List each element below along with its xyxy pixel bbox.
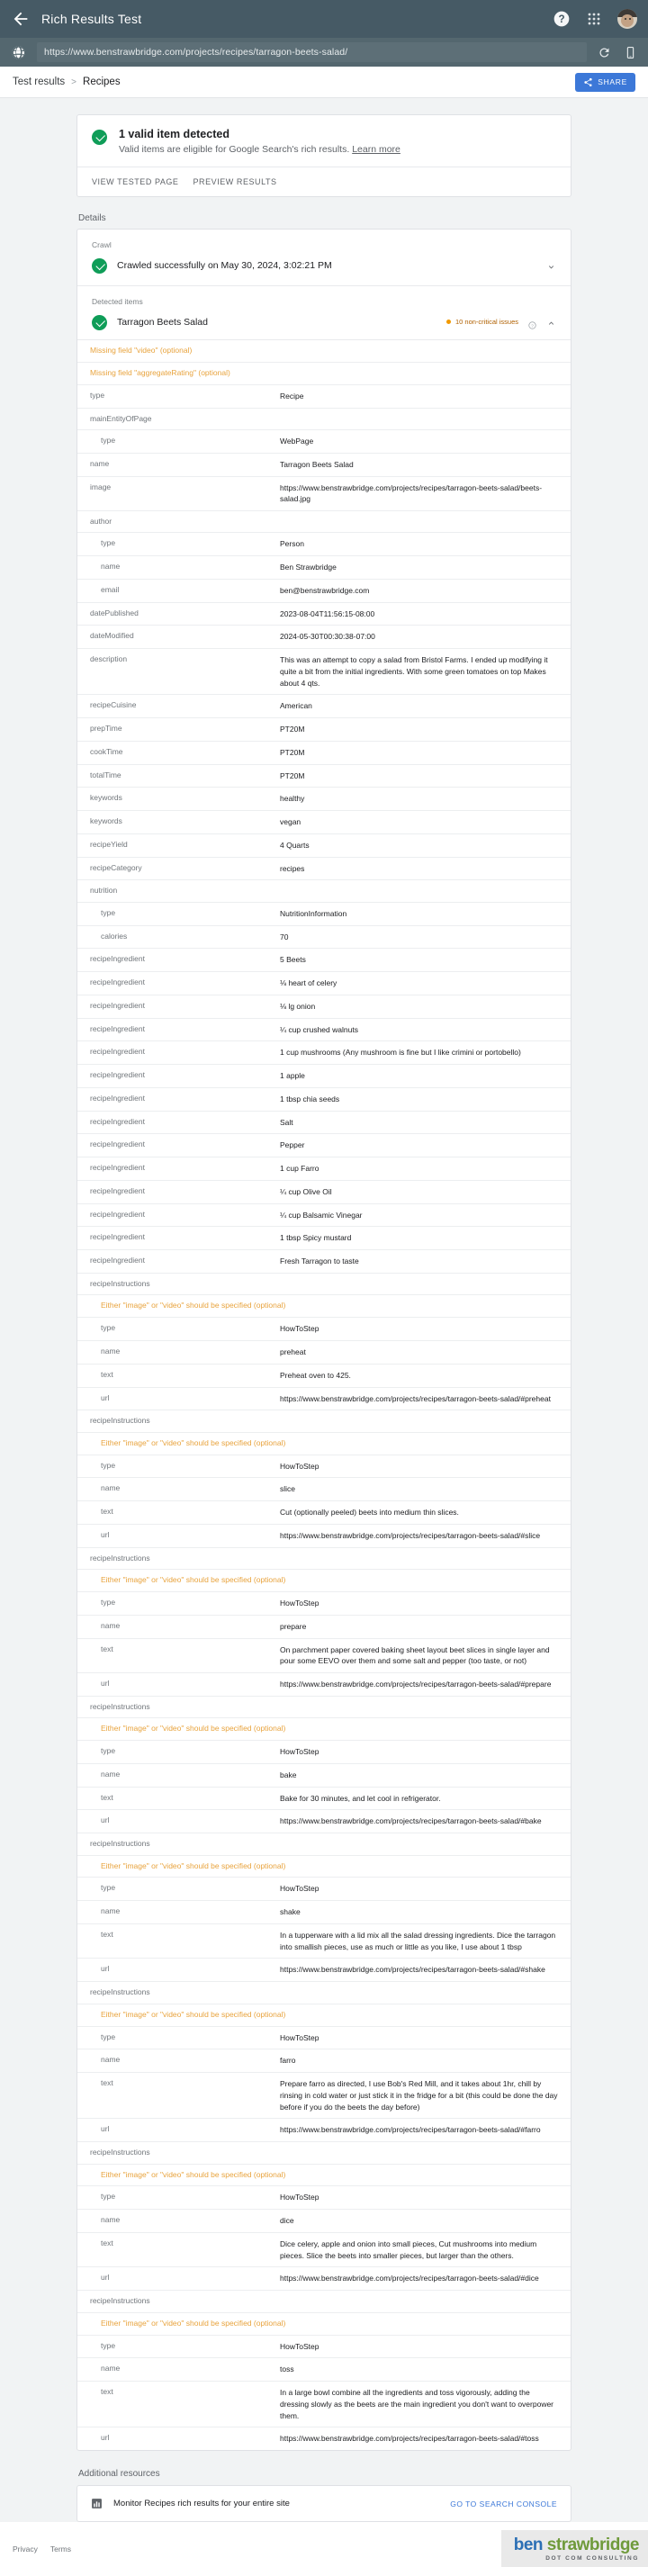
property-value: Pepper [280, 1140, 305, 1150]
table-row [77, 409, 571, 430]
validation-warning-row: Either "image" or "video" should be specified (optional) [77, 1570, 571, 1592]
property-value: Fresh Tarragon to taste [280, 1256, 359, 1266]
property-key: text [101, 1369, 113, 1379]
table-row [77, 2049, 571, 2073]
property-key: name [101, 1620, 121, 1630]
table-row [77, 1157, 571, 1181]
apps-grid-icon[interactable] [585, 10, 603, 28]
table-row [77, 1478, 571, 1501]
property-key: recipeCuisine [90, 700, 137, 710]
table-row [77, 1227, 571, 1250]
property-key: text [101, 1507, 113, 1517]
chevron-up-icon[interactable] [546, 317, 556, 327]
page-title: Rich Results Test [41, 12, 142, 26]
property-key: url [101, 1964, 110, 1974]
property-key: recipeIngredient [90, 1256, 145, 1265]
property-key: nutrition [90, 886, 118, 896]
property-value: Recipe [280, 391, 304, 401]
property-key: keywords [90, 793, 122, 803]
refresh-icon[interactable] [598, 46, 611, 59]
view-tested-page-button[interactable]: VIEW TESTED PAGE [92, 177, 179, 186]
property-key: url [101, 2273, 110, 2283]
property-key: recipeIngredient [90, 1023, 145, 1033]
table-row [77, 1318, 571, 1341]
table-row [77, 949, 571, 972]
table-row [77, 1673, 571, 1697]
property-key: url [101, 1529, 110, 1539]
validation-warning-row: Either "image" or "video" should be specified (optional) [77, 1718, 571, 1741]
property-value: HowToStep [280, 1599, 320, 1608]
table-row [77, 2027, 571, 2050]
property-key: name [101, 2055, 121, 2065]
table-row [77, 834, 571, 858]
property-key: recipeIngredient [90, 1070, 145, 1080]
property-key: text [101, 1929, 113, 1939]
status-badge [446, 318, 518, 326]
table-row [77, 580, 571, 603]
terms-link[interactable]: Terms [50, 2544, 72, 2553]
property-key: url [101, 2124, 110, 2134]
property-key: author [90, 517, 112, 526]
valid-items-summary [77, 115, 571, 167]
table-row [77, 2119, 571, 2142]
property-key: prepTime [90, 724, 122, 734]
property-value: HowToStep [280, 2032, 320, 2042]
validation-warning-row: Either "image" or "video" should be specified (optional) [77, 1295, 571, 1318]
property-key: type [101, 1323, 116, 1333]
table-row [77, 811, 571, 834]
table-row [77, 1365, 571, 1388]
table-row [77, 972, 571, 995]
property-value: HowToStep [280, 2193, 320, 2202]
property-value: 2024-05-30T00:30:38-07:00 [280, 632, 375, 642]
table-row [77, 1741, 571, 1764]
green-check-icon [92, 315, 107, 330]
property-value: 5 Beets [280, 955, 306, 965]
property-key: recipeInstructions [90, 1416, 150, 1426]
table-row [77, 1341, 571, 1365]
property-key: text [101, 2238, 113, 2247]
table-row [77, 1878, 571, 1901]
table-row [77, 1388, 571, 1411]
property-key: url [101, 1815, 110, 1825]
table-row [77, 1901, 571, 1924]
table-row [77, 1788, 571, 1811]
property-key: name [90, 458, 110, 468]
table-row [77, 2267, 571, 2291]
table-row [77, 2233, 571, 2268]
property-value: dice [280, 2216, 294, 2226]
details-label: Details [78, 213, 106, 223]
validation-warning-row: Either "image" or "video" should be specified (optional) [77, 1433, 571, 1455]
question-mark-icon[interactable] [528, 318, 536, 329]
table-row [77, 765, 571, 788]
app-header [0, 0, 648, 38]
table-row [77, 1833, 571, 1855]
property-key: type [101, 2031, 116, 2041]
property-value: HowToStep [280, 1747, 320, 1757]
property-key: type [101, 1883, 116, 1893]
property-value: https://www.benstrawbridge.com/projects/recipes/tarragon-beets-salad/#toss [280, 2434, 539, 2444]
property-value: Cut (optionally peeled) beets into medium thin slices. [280, 1508, 459, 1518]
valid-items-title: 1 valid item detected [119, 128, 230, 140]
property-key: recipeIngredient [90, 1209, 145, 1219]
property-value: PT20M [280, 747, 305, 757]
property-value: toss [280, 2364, 294, 2374]
validation-warning-row: Either "image" or "video" should be specified (optional) [77, 2165, 571, 2187]
breadcrumb-current: Recipes [83, 77, 121, 87]
table-row [77, 1592, 571, 1616]
detected-item-row[interactable] [92, 313, 556, 339]
globe-icon [11, 45, 26, 60]
bar-chart-icon [91, 2498, 103, 2509]
property-key: type [101, 1460, 116, 1470]
user-avatar[interactable] [617, 9, 637, 29]
table-row [77, 2186, 571, 2210]
property-key: recipeInstructions [90, 1839, 150, 1849]
property-value: HowToStep [280, 2341, 320, 2351]
crawl-row[interactable] [92, 257, 556, 274]
detected-items-label: Detected items [92, 297, 143, 306]
validation-warning-row: Either "image" or "video" should be specified (optional) [77, 2004, 571, 2027]
property-key: type [101, 1746, 116, 1756]
property-key: recipeInstructions [90, 1553, 150, 1563]
table-row [77, 2291, 571, 2312]
main-content [0, 98, 648, 2522]
content-wrapper [76, 114, 572, 2522]
property-value: https://www.benstrawbridge.com/projects/recipes/tarragon-beets-salad/#farro [280, 2125, 541, 2135]
breadcrumb-separator: > [71, 77, 77, 87]
property-value: PT20M [280, 770, 305, 780]
table-row [77, 1548, 571, 1570]
table-row [77, 742, 571, 765]
share-icon [583, 77, 593, 87]
mobile-device-icon[interactable] [624, 46, 637, 59]
property-value: 70 [280, 932, 289, 941]
property-value: 1 cup mushrooms (Any mushroom is fine but I like crimini or portobello) [280, 1048, 521, 1058]
property-value: Ben Strawbridge [280, 563, 337, 572]
additional-resources-card [76, 2485, 572, 2522]
property-value: 1 cup Farro [280, 1164, 320, 1174]
table-row [77, 649, 571, 695]
table-row [77, 1274, 571, 1295]
property-key: recipeIngredient [90, 1116, 145, 1126]
property-value: ben@benstrawbridge.com [280, 585, 370, 595]
property-value: https://www.benstrawbridge.com/projects/recipes/tarragon-beets-salad/#shake [280, 1965, 545, 1975]
brand-first: ben [513, 2535, 547, 2554]
property-value: Bake for 30 minutes, and let cool in refrigerator. [280, 1793, 441, 1803]
table-row [77, 1810, 571, 1833]
property-value: bake [280, 1770, 297, 1779]
share-button[interactable] [575, 73, 635, 92]
table-row [77, 1065, 571, 1088]
property-value: Salt [280, 1117, 293, 1127]
brand-name [514, 2536, 639, 2553]
table-row [77, 926, 571, 950]
table-row [77, 2142, 571, 2164]
table-row [77, 1924, 571, 1959]
table-row [77, 1959, 571, 1982]
property-key: text [101, 2078, 113, 2088]
property-value: farro [280, 2056, 296, 2066]
property-key: description [90, 654, 128, 664]
breadcrumb [0, 67, 648, 98]
property-value: HowToStep [280, 1884, 320, 1894]
property-value: ⅛ lg onion [280, 1001, 316, 1011]
property-key: recipeInstructions [90, 2148, 150, 2157]
property-value: healthy [280, 794, 305, 804]
table-row [77, 1181, 571, 1204]
table-row [77, 1501, 571, 1525]
url-input[interactable]: https://www.benstrawbridge.com/projects/recipes/tarragon-beets-salad/ [37, 42, 587, 62]
property-key: name [101, 1769, 121, 1779]
privacy-link[interactable]: Privacy [13, 2544, 38, 2553]
property-key: keywords [90, 816, 122, 826]
table-row [77, 880, 571, 902]
svg-text:?: ? [531, 324, 534, 329]
property-key: recipeYield [90, 839, 128, 849]
table-row [77, 430, 571, 454]
property-key: text [101, 2387, 113, 2397]
table-row [77, 2336, 571, 2359]
svg-text:?: ? [558, 14, 565, 26]
property-key: totalTime [90, 770, 122, 779]
table-row [77, 1410, 571, 1432]
table-row [77, 788, 571, 811]
table-row [77, 2358, 571, 2382]
property-key: recipeIngredient [90, 1047, 145, 1057]
table-row [77, 858, 571, 881]
property-value: 1 tbsp chia seeds [280, 1094, 340, 1103]
table-row [77, 477, 571, 512]
property-value: 2023-08-04T11:56:15-08:00 [280, 608, 375, 618]
property-key: name [101, 2215, 121, 2225]
table-row [77, 1204, 571, 1228]
property-key: recipeInstructions [90, 1278, 150, 1288]
property-value: Prepare farro as directed, I use Bob's Red Mill, and it takes about 1hr, chill by rinsing in cold water or just stick it in the fridge for a bit (this could be done the day before if you do the beets the day before) [280, 2079, 558, 2112]
property-value: shake [280, 1907, 301, 1917]
property-key: name [101, 2364, 121, 2373]
property-value: Preheat oven to 425. [280, 1370, 351, 1380]
detected-item-name: Tarragon Beets Salad [117, 316, 208, 328]
structured-data-table [77, 339, 571, 2450]
property-value: In a large bowl combine all the ingredients and toss vigorously, adding the dressing slowly as the beets are the main ingredient you don't want to overpower them. [280, 2388, 554, 2420]
footer [0, 2522, 648, 2576]
go-to-search-console-link[interactable]: GO TO SEARCH CONSOLE [450, 2499, 557, 2508]
property-value: https://www.benstrawbridge.com/projects/recipes/tarragon-beets-salad/#preheat [280, 1393, 551, 1403]
property-key: type [101, 907, 116, 917]
property-key: type [90, 390, 105, 400]
warning-dot-icon [446, 320, 451, 324]
property-value: Person [280, 539, 304, 549]
property-key: recipeIngredient [90, 1232, 145, 1242]
property-key: email [101, 584, 120, 594]
property-value: ¼ cup Balsamic Vinegar [280, 1210, 363, 1220]
property-key: name [101, 1483, 121, 1493]
back-arrow-icon[interactable] [11, 9, 31, 29]
property-key: name [101, 562, 121, 572]
table-row [77, 2073, 571, 2119]
property-key: cookTime [90, 746, 123, 756]
property-value: Dice celery, apple and onion into small pieces, Cut mushrooms into medium pieces. Slice the beets into smaller pieces, but larger than the others. [280, 2238, 537, 2260]
detected-items-section [77, 286, 571, 339]
additional-resources-text: Monitor Recipes rich results for your entire site [113, 2499, 290, 2509]
validation-warning-row: Missing field "aggregateRating" (optional) [77, 363, 571, 385]
property-value: prepare [280, 1621, 307, 1631]
property-key: text [101, 1792, 113, 1802]
table-row [77, 1764, 571, 1788]
property-value: https://www.benstrawbridge.com/projects/recipes/tarragon-beets-salad/#bake [280, 1816, 542, 1826]
property-key: type [101, 436, 116, 445]
table-row [77, 1112, 571, 1135]
property-key: type [101, 538, 116, 548]
property-key: recipeIngredient [90, 954, 145, 964]
learn-more-link[interactable]: Learn more [352, 144, 400, 155]
table-row [77, 2427, 571, 2450]
crawl-label: Crawl [92, 240, 112, 249]
preview-results-button[interactable]: PREVIEW RESULTS [193, 177, 277, 186]
table-row [77, 1088, 571, 1112]
property-value: HowToStep [280, 1461, 320, 1471]
property-key: type [101, 2340, 116, 2350]
table-row [77, 2210, 571, 2233]
table-row [77, 718, 571, 742]
property-key: name [101, 1906, 121, 1916]
property-value: NutritionInformation [280, 908, 347, 918]
table-row [77, 385, 571, 409]
brand-logo [501, 2530, 648, 2568]
property-value: WebPage [280, 437, 314, 446]
property-value: Tarragon Beets Salad [280, 459, 354, 469]
property-value: 4 Quarts [280, 840, 310, 850]
table-row [77, 1639, 571, 1674]
crawl-section [77, 230, 571, 286]
table-row [77, 1982, 571, 2004]
property-key: recipeInstructions [90, 1701, 150, 1711]
property-key: mainEntityOfPage [90, 413, 152, 423]
property-value: vegan [280, 817, 302, 827]
table-row [77, 1250, 571, 1274]
crawl-status-text: Crawled successfully on May 30, 2024, 3:02:21 PM [117, 259, 332, 271]
table-row [77, 603, 571, 626]
validation-warning-row: Either "image" or "video" should be specified (optional) [77, 2313, 571, 2336]
brand-tagline: DOT COM CONSULTING [545, 2554, 639, 2562]
share-label: SHARE [598, 77, 627, 86]
url-bar [0, 38, 648, 67]
property-key: recipeIngredient [90, 977, 145, 987]
table-row [77, 1019, 571, 1042]
valid-items-actions [77, 167, 571, 196]
url-actions [598, 46, 637, 59]
table-row [77, 1455, 571, 1479]
green-check-icon [92, 258, 107, 274]
additional-resources-label: Additional resources [78, 2469, 160, 2480]
property-key: calories [101, 931, 128, 941]
table-row [77, 1525, 571, 1548]
table-row [77, 1134, 571, 1157]
property-key: type [101, 1598, 116, 1608]
property-key: datePublished [90, 608, 139, 617]
property-value: recipes [280, 863, 305, 873]
property-key: recipeIngredient [90, 1093, 145, 1103]
validation-warning-row: Either "image" or "video" should be specified (optional) [77, 1856, 571, 1878]
table-row [77, 1697, 571, 1718]
valid-items-card [76, 114, 572, 197]
property-value: ⅛ heart of celery [280, 978, 338, 988]
help-icon[interactable] [553, 10, 571, 28]
table-row [77, 2382, 571, 2427]
table-row [77, 695, 571, 718]
table-row [77, 454, 571, 477]
valid-items-subtitle-text: Valid items are eligible for Google Search's rich results. [119, 144, 350, 155]
property-value: 1 tbsp Spicy mustard [280, 1233, 352, 1243]
property-key: url [101, 1392, 110, 1402]
property-value: ¼ cup Olive Oil [280, 1186, 332, 1196]
property-value: HowToStep [280, 1324, 320, 1334]
table-row [77, 556, 571, 580]
property-key: text [101, 1644, 113, 1653]
table-row [77, 626, 571, 649]
table-row [77, 1041, 571, 1065]
property-value: PT20M [280, 725, 305, 734]
table-row [77, 1616, 571, 1639]
details-card [76, 229, 572, 2451]
property-value: slice [280, 1484, 296, 1494]
property-key: recipeIngredient [90, 1163, 145, 1173]
property-key: recipeIngredient [90, 1139, 145, 1149]
valid-items-text [119, 128, 400, 155]
property-value: ¼ cup crushed walnuts [280, 1024, 358, 1034]
property-value: This was an attempt to copy a salad from Bristol Farms. I ended up modifying it quite a bit from the initial ingredients. With some green tomatoes on top Makes about 4 qts. [280, 655, 548, 688]
property-key: url [101, 2433, 110, 2443]
breadcrumb-parent[interactable]: Test results [13, 77, 66, 87]
table-row [77, 995, 571, 1019]
property-key: recipeIngredient [90, 1185, 145, 1195]
property-key: dateModified [90, 631, 134, 641]
property-key: name [101, 1347, 121, 1356]
property-key: recipeInstructions [90, 1987, 150, 1997]
property-value: American [280, 701, 312, 711]
property-key: type [101, 2192, 116, 2202]
property-value: preheat [280, 1347, 306, 1357]
property-value: In a tupperware with a lid mix all the salad dressing ingredients. Dice the tarragon into smallish pieces, use as much or little as you like, I use about 1 tbsp [280, 1930, 556, 1951]
table-row [77, 511, 571, 533]
property-value: https://www.benstrawbridge.com/projects/recipes/tarragon-beets-salad/#prepare [280, 1680, 552, 1689]
property-key: recipeIngredient [90, 1000, 145, 1010]
validation-warning-row: Missing field "video" (optional) [77, 340, 571, 363]
property-key: recipeInstructions [90, 2296, 150, 2306]
property-value: On parchment paper covered baking sheet layout beet slices in single layer and pour some EEVO over them and some salt and pepper (too taste, or not) [280, 1644, 550, 1666]
property-value: https://www.benstrawbridge.com/projects/recipes/tarragon-beets-salad/#dice [280, 2274, 539, 2283]
chevron-down-icon[interactable] [546, 260, 556, 270]
table-row [77, 533, 571, 556]
property-key: image [90, 482, 112, 491]
header-actions [553, 9, 637, 29]
property-value: https://www.benstrawbridge.com/projects/recipes/tarragon-beets-salad/#slice [280, 1530, 541, 1540]
footer-links [13, 2544, 71, 2553]
property-value: 1 apple [280, 1071, 305, 1081]
brand-second: strawbridge [546, 2535, 639, 2554]
property-key: url [101, 1679, 110, 1689]
valid-items-subtitle [119, 144, 400, 155]
table-row [77, 903, 571, 926]
property-value: https://www.benstrawbridge.com/projects/recipes/tarragon-beets-salad/beets-salad.jpg [280, 482, 543, 504]
property-key: recipeCategory [90, 862, 142, 872]
issue-count-text: 10 non-critical issues [454, 318, 518, 326]
green-check-icon [92, 130, 107, 145]
